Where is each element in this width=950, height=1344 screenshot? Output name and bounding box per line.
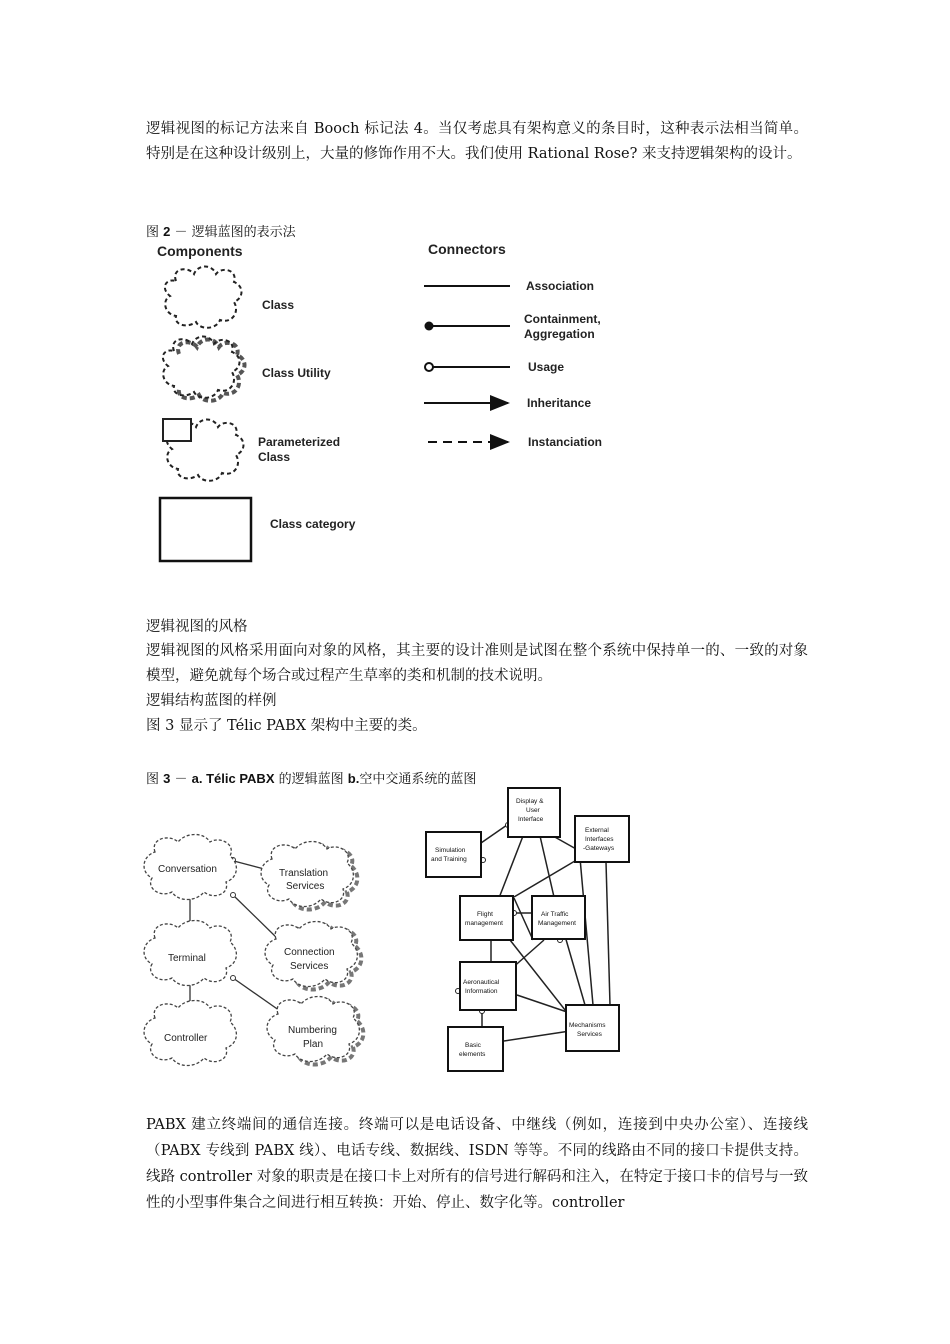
atc-node-label: and Training xyxy=(431,856,467,863)
caption-prefix: 图 xyxy=(146,225,164,240)
class-category-box-icon xyxy=(160,498,251,561)
caption-post: 空中交通系统的蓝图 xyxy=(359,772,477,787)
class-category-label: Class category xyxy=(270,517,356,531)
atc-node-label: Flight xyxy=(477,911,493,918)
usage-dot-icon xyxy=(231,893,236,898)
pabx-node-label: Connection xyxy=(284,947,335,958)
flight-management-box xyxy=(460,896,513,940)
notation-diagram xyxy=(146,236,626,566)
pabx-node-label: Plan xyxy=(303,1039,324,1050)
atc-node-label: External xyxy=(585,827,609,834)
parameterized-label-2: Class xyxy=(258,450,291,464)
atc-node-label: Display & xyxy=(516,798,544,805)
association-label: Association xyxy=(526,279,595,293)
inheritance-label: Inheritance xyxy=(527,396,592,410)
atc-node-label: Management xyxy=(538,920,576,927)
pabx-node-label: Services xyxy=(286,881,325,892)
aeronautical-information-box xyxy=(460,962,516,1010)
class-cloud-icon xyxy=(165,267,242,328)
atc-link xyxy=(514,898,533,940)
atc-link xyxy=(540,836,554,897)
atc-node-label: Interfaces xyxy=(585,836,614,843)
atc-link xyxy=(606,862,610,1005)
atc-node-label: Air Traffic xyxy=(541,911,569,918)
connectors-title: Connectors xyxy=(428,241,506,257)
atc-node-label: management xyxy=(465,920,503,927)
atc-node-label: Basic xyxy=(465,1042,481,1049)
caption-part-a: a. Télic PABX xyxy=(191,771,275,786)
caption-part-b: b. xyxy=(347,771,360,786)
style-paragraph: 逻辑视图的风格采用面向对象的风格，其主要的设计准则是试图在整个系统中保持单一的、一致的对象模型，避免就每个场合或过程产生草率的类和机制的技术说明。 xyxy=(146,643,808,684)
usage-label: Usage xyxy=(528,360,565,374)
filled-dot-icon xyxy=(425,322,434,331)
caption-sep: － xyxy=(170,772,192,787)
style-heading: 逻辑视图的风格 xyxy=(146,619,248,635)
atc-link xyxy=(565,936,585,1005)
class-label: Class xyxy=(262,298,295,312)
caption-mid: 的逻辑蓝图 xyxy=(274,772,348,787)
caption-prefix: 图 xyxy=(146,772,164,787)
sample-heading: 逻辑结构蓝图的样例 xyxy=(146,693,277,709)
caption-text: － 逻辑蓝图的表示法 xyxy=(170,225,296,240)
pabx-node-label: Translation xyxy=(279,868,329,879)
class-utility-label: Class Utility xyxy=(262,366,331,380)
caption-number: 2 xyxy=(163,224,171,239)
atc-node-label: User xyxy=(526,807,540,814)
atc-diagram xyxy=(420,785,635,1075)
parameterized-label: Parameterized xyxy=(258,435,341,449)
usage-dot-icon xyxy=(231,976,236,981)
atc-link xyxy=(499,836,523,898)
pabx-link xyxy=(233,895,277,938)
atc-link xyxy=(504,1031,570,1041)
intro-paragraph: 逻辑视图的标记方法来自 Booch 标记法 4。当仅考虑具有架构意义的条目时，这种表示法相当简单。特别是在这种设计级别上，大量的修饰作用不大。我们使用 Rational Rose? 来支持逻辑架构的设计。 xyxy=(146,121,808,162)
atc-link xyxy=(517,995,570,1013)
atc-node-label: -Gateways xyxy=(583,845,615,852)
atc-node-label: Simulation xyxy=(435,847,466,854)
parameter-box-icon xyxy=(163,419,191,441)
pabx-link xyxy=(233,978,283,1013)
atc-node-label: Information xyxy=(465,988,498,995)
components-title: Components xyxy=(157,243,243,259)
containment-label: Containment, xyxy=(524,312,601,326)
atc-node-label: Mechanisms xyxy=(569,1022,606,1029)
open-dot-icon xyxy=(425,363,433,371)
caption-number: 3 xyxy=(163,771,171,786)
atc-node-label: elements xyxy=(459,1051,486,1058)
pabx-node-label: Controller xyxy=(164,1033,208,1044)
atc-node-label: Interface xyxy=(518,816,544,823)
atc-link xyxy=(481,825,507,843)
pabx-node-label: Services xyxy=(290,961,329,972)
pabx-node-label: Numbering xyxy=(288,1025,337,1036)
atc-node-label: Aeronautical xyxy=(463,979,500,986)
simulation-training-box xyxy=(426,832,481,877)
pabx-node-label: Terminal xyxy=(168,953,206,964)
atc-node-label: Services xyxy=(577,1031,602,1038)
basic-elements-box xyxy=(448,1027,503,1071)
sample-paragraph: 图 3 显示了 Télic PABX 架构中主要的类。 xyxy=(146,718,427,734)
pabx-diagram xyxy=(140,830,375,1075)
pabx-node-label: Conversation xyxy=(158,864,217,875)
class-utility-cloud-icon xyxy=(163,337,240,398)
pabx-paragraph: PABX 建立终端间的通信连接。终端可以是电话设备、中继线（例如，连接到中央办公室）、连接线（PABX 专线到 PABX 线）、电话专线、数据线、ISDN 等等。不同的线路由不同的接口卡提供支持。线路 controller 对象的职责是在接口卡上对所有的信号进行解码和注入，在特定于接口卡的信号与一致性的小型事件集合之间进行相互转换：开始、停止、数字化等。controller xyxy=(146,1117,808,1211)
aggregation-label: Aggregation xyxy=(524,327,595,341)
instanciation-label: Instanciation xyxy=(528,435,603,449)
